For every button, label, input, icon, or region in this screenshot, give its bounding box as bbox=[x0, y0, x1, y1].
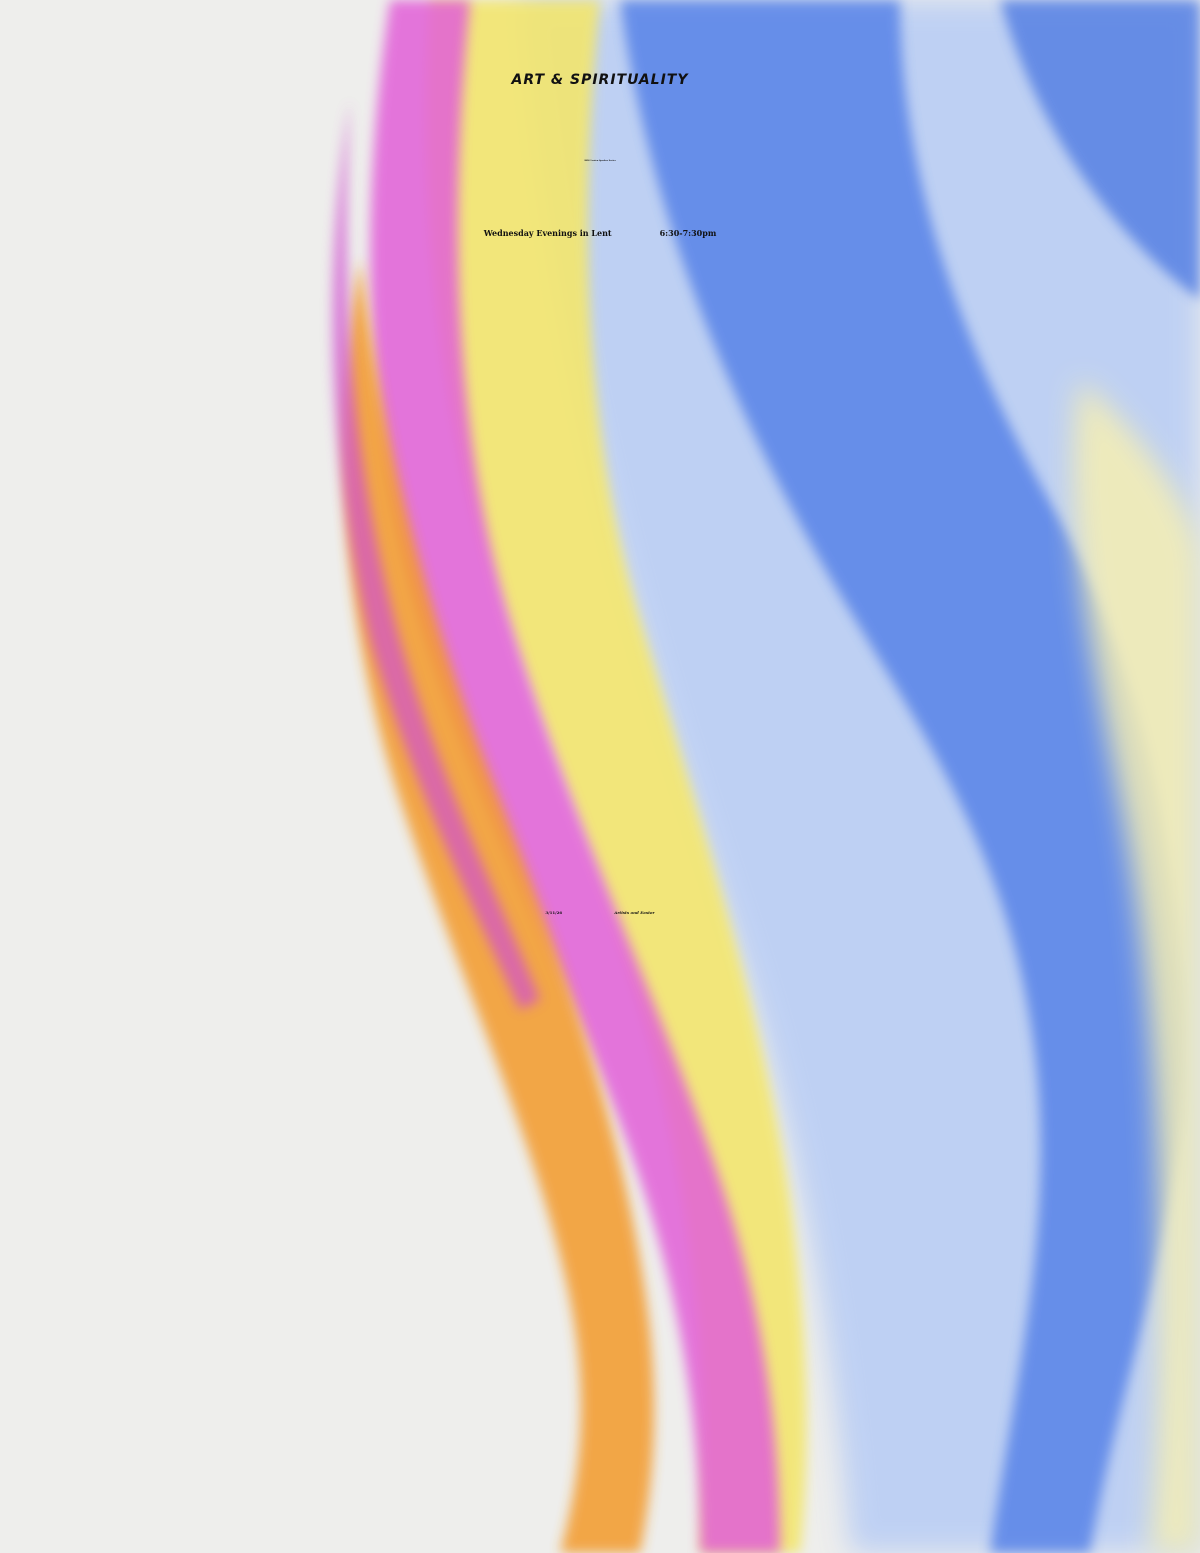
event-3-heading bbox=[0, 910, 1200, 915]
schedule-line bbox=[0, 228, 1200, 238]
schedule-time: 6:30-7:30pm bbox=[659, 228, 717, 238]
event-3-date: 3/11/26 bbox=[545, 910, 563, 915]
event-3-title: Artists and Easter bbox=[614, 910, 655, 915]
schedule-day: Wednesday Evenings in Lent bbox=[483, 228, 612, 238]
flyer-title: ART & SPIRITUALITY bbox=[511, 72, 689, 88]
series-subtitle: 2026 Lenten Speaker Series bbox=[584, 160, 616, 162]
